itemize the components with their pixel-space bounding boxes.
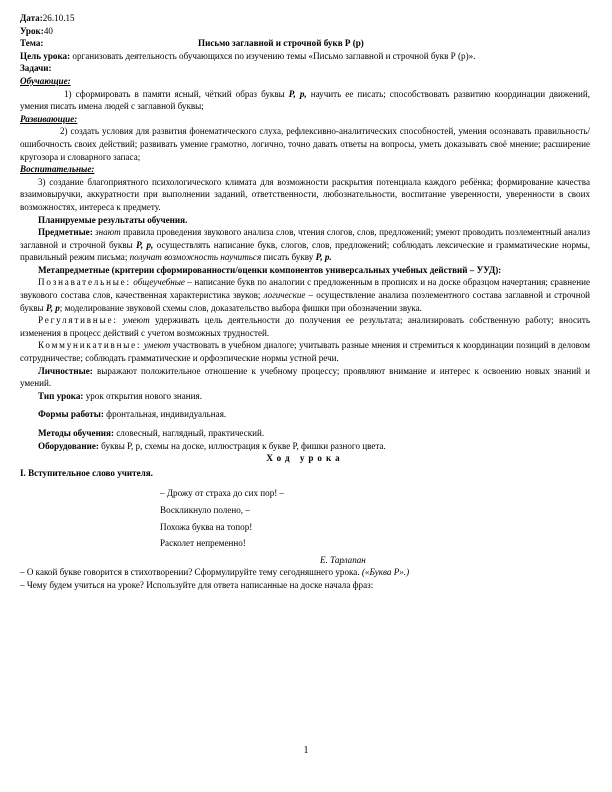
tasks-label: Задачи: [20, 63, 52, 74]
poem-line: Расколет непременно! [160, 538, 246, 549]
equipment-label: Оборудование: [38, 440, 99, 451]
topic-line [20, 37, 590, 50]
question-1 [20, 566, 590, 579]
upbringing-label: Воспитательные: [20, 164, 95, 175]
page-number: 1 [303, 745, 309, 756]
planned-results-heading: Планируемые результаты обучения. [38, 214, 188, 225]
date-label: Дата: [20, 13, 43, 23]
question-2: – Чему будем учиться на уроке? Используйте для ответа написанные на доске начала фраз: [20, 579, 374, 590]
regulatory-label: Регулятивные: [38, 315, 118, 326]
question-1-text: – О какой букве говорится в стихотворении? Сформулируйте тему сегодняшнего урока. [20, 567, 360, 578]
lesson-line [20, 25, 590, 38]
work-forms-text: фронтальная, индивидуальная. [103, 409, 227, 420]
goal-label: Цель урока: [20, 50, 71, 61]
topic-value: Письмо заглавной и строчной букв Р (р) [198, 38, 364, 49]
educational-letters: Р, р, [288, 88, 307, 99]
subject-letters: Р, р, [136, 239, 154, 250]
lesson-type-line [20, 390, 590, 403]
methods-line [20, 427, 590, 440]
poem-author: Е. Тарлапан [320, 554, 366, 565]
communicative-label: Коммуникативные: [38, 340, 142, 351]
section1-heading: I. Вступительное слово учителя. [20, 467, 153, 478]
communicative-can: умеют [141, 340, 171, 351]
subject-text-2: осуществлять написание букв, слогов, слов, предложений; соблюдать лексические и грамматические нормы, правильный режим письма; [20, 239, 590, 263]
methods-label: Методы обучения: [38, 428, 114, 438]
goal-line [20, 50, 590, 63]
regulatory-can: умеют [117, 315, 150, 326]
personal-text: выражают положительное отношение к учебному процессу; проявляют внимание и интерес к освоению новых знаний и умений. [20, 365, 590, 389]
developing-text: 2) создать условия для развития фонематического слуха, рефлексивно-аналитических способностей, умения осознавать правильность/ошибочность своих действий; развивать умение грамотно, логично, точно давать ответы на вопросы, уметь доказывать своё мнение; расширение кругозора и словарного запаса; [20, 126, 590, 162]
regulatory-text: удерживать цель деятельности до получения ее результата; анализировать собственную работу; вносить изменения в процесс действий с учетом возможных трудностей. [20, 315, 590, 338]
document-page [20, 12, 590, 592]
subject-chance: получат возможность научиться [127, 252, 262, 263]
lesson-type-label: Тип урока: [38, 390, 84, 401]
poem-line: Воскликнуло полено, – [160, 504, 250, 515]
poem-line: Похожа буква на топор! [160, 521, 253, 532]
developing-label: Развивающие: [20, 113, 78, 124]
educational-text [20, 88, 590, 113]
work-forms-label: Формы работы: [38, 409, 104, 420]
educational-text-a: 1) сформировать в памяти ясный, чёткий образ буквы [64, 88, 289, 99]
subject-results [20, 226, 590, 264]
subject-text: правила проведения звукового анализа слов, чтения слогов, слов, предложений; умеют проводить поэлементный анализ заглавной и строчной буквы [20, 227, 591, 250]
lesson-type-text: урок открытия нового знания. [83, 390, 203, 401]
work-forms-line [20, 408, 590, 421]
regulatory-results [20, 314, 590, 339]
date-value: 26.10.15 [42, 13, 75, 23]
course-heading: Ход урока [266, 453, 344, 464]
subject-know: знают [92, 227, 121, 238]
cognitive-logical: логические [260, 290, 306, 301]
upbringing-text: 3) создание благоприятного психологического климата для возможности раскрытия потенциала каждого ребёнка; формирование качества взаимовыручки, аккуратности при выполнении заданий, ответственности, любознательности, воспитание уверенности, уверенности в своих возможностях, интереса к предмету. [20, 176, 590, 212]
cognitive-letters: Р, р [45, 302, 60, 313]
subject-text-3: писать букву [261, 252, 316, 263]
cognitive-text: – написание букв по аналогии с предложенным в прописях и на доске образцом начертания; сравнение звукового состава слов, качественная характеристика звуков; [20, 277, 590, 301]
communicative-text: участвовать в учебном диалоге; учитывать разные мнения и стремиться к координации позиций в деловом сотрудничестве; соблюдать грамматические и орфоэпические нормы устной речи. [20, 340, 590, 364]
educational-text-b: научить ее писать; способствовать развитию координации движений, умения писать имена людей с заглавной буквы; [20, 88, 590, 112]
equipment-text: буквы Р, р, схемы на доске, иллюстрация к букве Р, фишки разного цвета. [98, 440, 386, 451]
methods-text: словесный, наглядный, практический. [114, 428, 265, 438]
topic-label: Тема: [20, 38, 44, 49]
communicative-results [20, 339, 590, 364]
goal-text: организовать деятельность обучающихся по изучению темы «Письмо заглавной и строчной букв Р (р)». [70, 50, 476, 61]
cognitive-text-2: – осуществление анализа поэлементного состава заглавной и строчной буквы [20, 290, 590, 313]
subject-label: Предметные: [38, 227, 93, 238]
subject-letters-2: Р, р. [315, 252, 332, 263]
personal-label: Личностные: [38, 365, 93, 376]
cognitive-general: общеучебные [130, 277, 185, 288]
lesson-label: Урок: [20, 25, 44, 36]
poem-line: – Дрожу от страха до сих пор! – [160, 488, 285, 499]
poem [20, 487, 590, 549]
cognitive-text-3: ; моделирование звуковой схемы слов, доказательство выбора фишки при обозначении звука. [59, 302, 422, 313]
equipment-line [20, 440, 590, 453]
lesson-value: 40 [43, 25, 53, 36]
educational-label: Обучающие: [20, 75, 71, 86]
meta-heading: Метапредметные (критерии сформированности/оценки компонентов универсальных учебных действий – УУД): [38, 264, 502, 275]
cognitive-results [20, 276, 590, 314]
cognitive-label: Познавательные: [38, 277, 131, 288]
date-line [20, 12, 590, 25]
personal-results [20, 365, 590, 390]
question-1-answer: («Буква Р».) [359, 567, 410, 578]
